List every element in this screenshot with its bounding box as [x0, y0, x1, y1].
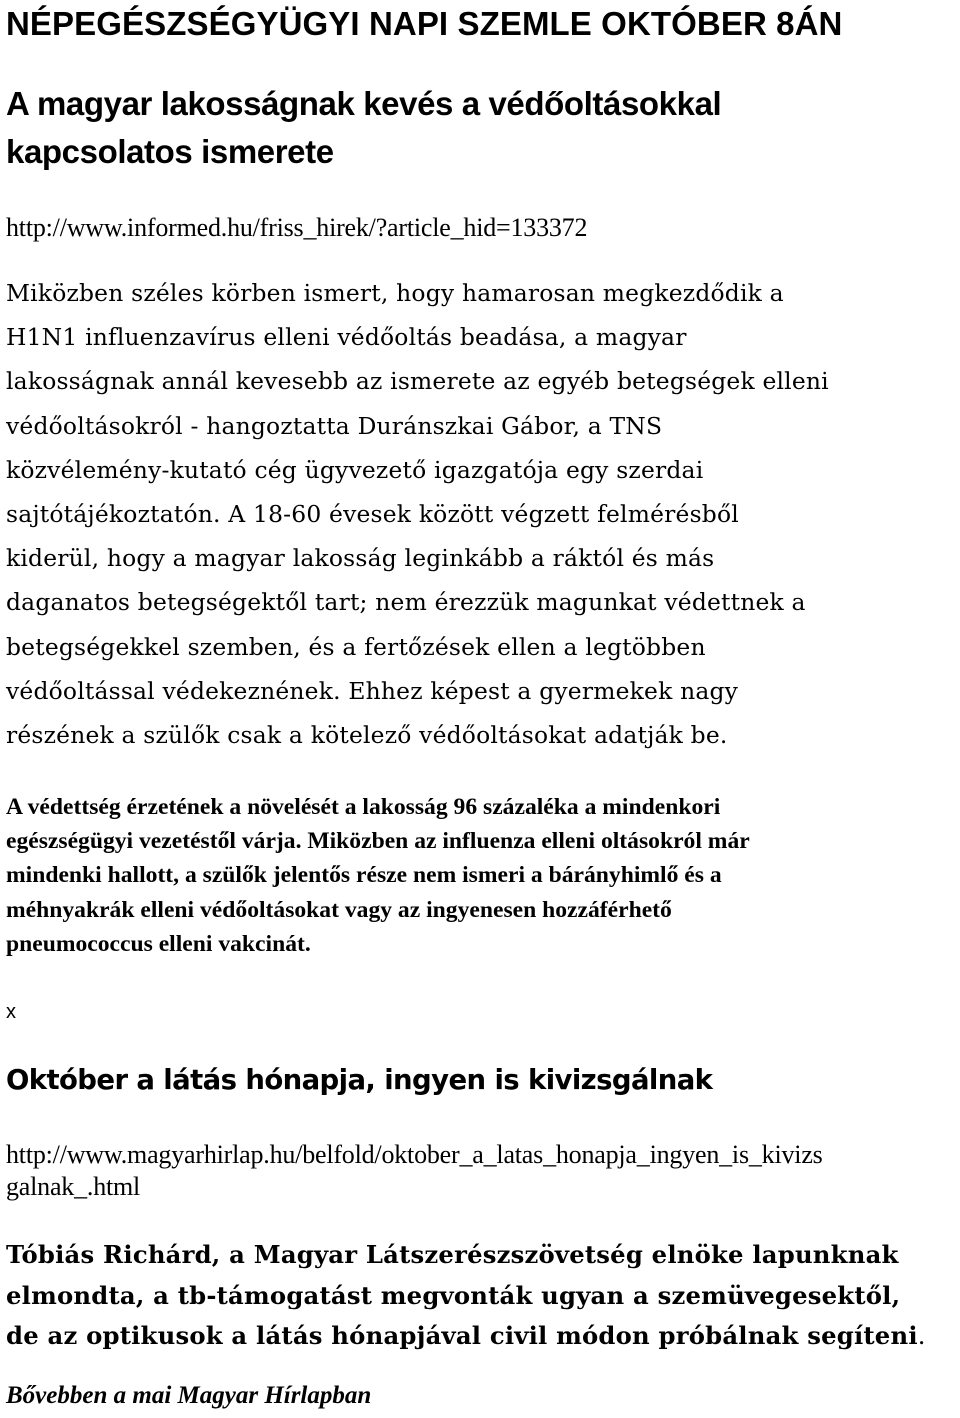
article2-lead-line: elmondta, a tb-támogatást megvonták ugyan a szemüvegesektől, — [6, 1280, 901, 1310]
article1-lead — [6, 271, 829, 757]
article1-lead-line: betegségekkel szemben, és a fertőzések ellen a legtöbben — [6, 632, 706, 661]
article1-lead-line: közvélemény-kutató cég ügyvezető igazgatója egy szerdai — [6, 455, 704, 484]
article2-title: Október a látás hónapja, ingyen is kivizsgálnak — [6, 1064, 713, 1096]
article1-body-line: A védettség érzetének a növelését a lakosság 96 százaléka a mindenkori — [6, 794, 721, 820]
article1-lead-line: védőoltással védekeznének. Ehhez képest a gyermekek nagy — [6, 676, 739, 705]
article1-body-line: pneumococcus elleni vakcinát. — [6, 930, 311, 957]
separator-mark: x — [6, 1001, 16, 1023]
article1-lead-line: daganatos betegségektől tart; nem érezzük magunkat védettnek a — [6, 588, 806, 617]
article1-lead-line: H1N1 influenzavírus elleni védőoltás beadása, a magyar — [6, 323, 687, 352]
article2-lead-line-last — [6, 1316, 926, 1357]
article1-body — [6, 790, 750, 961]
article1-lead-line: Miközben széles körben ismert, hogy hamarosan megkezdődik a — [6, 279, 784, 307]
article2-lead — [6, 1235, 926, 1357]
article1-lead-line: kiderül, hogy a magyar lakosság leginkább a ráktól és más — [6, 544, 715, 573]
article1-title-line: kapcsolatos ismerete — [6, 133, 334, 170]
article2-url[interactable] — [6, 1139, 823, 1203]
article1-lead-line: részének a szülők csak a kötelező védőoltásokat adatják be. — [6, 721, 728, 750]
article1-title-line: A magyar lakosságnak kevés a védőoltásokkal — [6, 85, 722, 122]
more-link[interactable]: Bővebben a mai Magyar Hírlapban — [6, 1382, 372, 1409]
article1-title — [6, 80, 721, 176]
article1-lead-line: sajtótájékoztatón. A 18-60 évesek között végzett felmérésből — [6, 500, 739, 529]
article2-lead-period: . — [917, 1321, 926, 1350]
article1-body-line: méhnyakrák elleni védőoltásokat vagy az ingyenesen hozzáférhető — [6, 896, 672, 923]
newsletter-title: NÉPEGÉSZSÉGYÜGYI NAPI SZEMLE OKTÓBER 8ÁN — [6, 5, 843, 42]
article2-url-line: http://www.magyarhirlap.hu/belfold/oktober_a_latas_honapja_ingyen_is_kivizs — [6, 1140, 823, 1169]
article1-lead-line: védőoltásokról - hangoztatta Duránszkai Gábor, a TNS — [6, 411, 663, 440]
article1-url[interactable]: http://www.informed.hu/friss_hirek/?article_hid=133372 — [6, 213, 588, 242]
article2-lead-line: Tóbiás Richárd, a Magyar Látszerészszövetség elnöke lapunknak — [6, 1240, 899, 1269]
article1-lead-line: lakosságnak annál kevesebb az ismerete az egyéb betegségek elleni — [6, 367, 829, 396]
article2-lead-text: de az optikusok a látás hónapjával civil módon próbálnak segíteni — [6, 1321, 918, 1350]
article1-body-line: mindenki hallott, a szülők jelentős része nem ismeri a bárányhimlő és a — [6, 862, 722, 889]
article1-body-line: egészségügyi vezetéstől várja. Miközben az influenza elleni oltásokról már — [6, 828, 750, 855]
article2-url-line: galnak_.html — [6, 1172, 141, 1201]
